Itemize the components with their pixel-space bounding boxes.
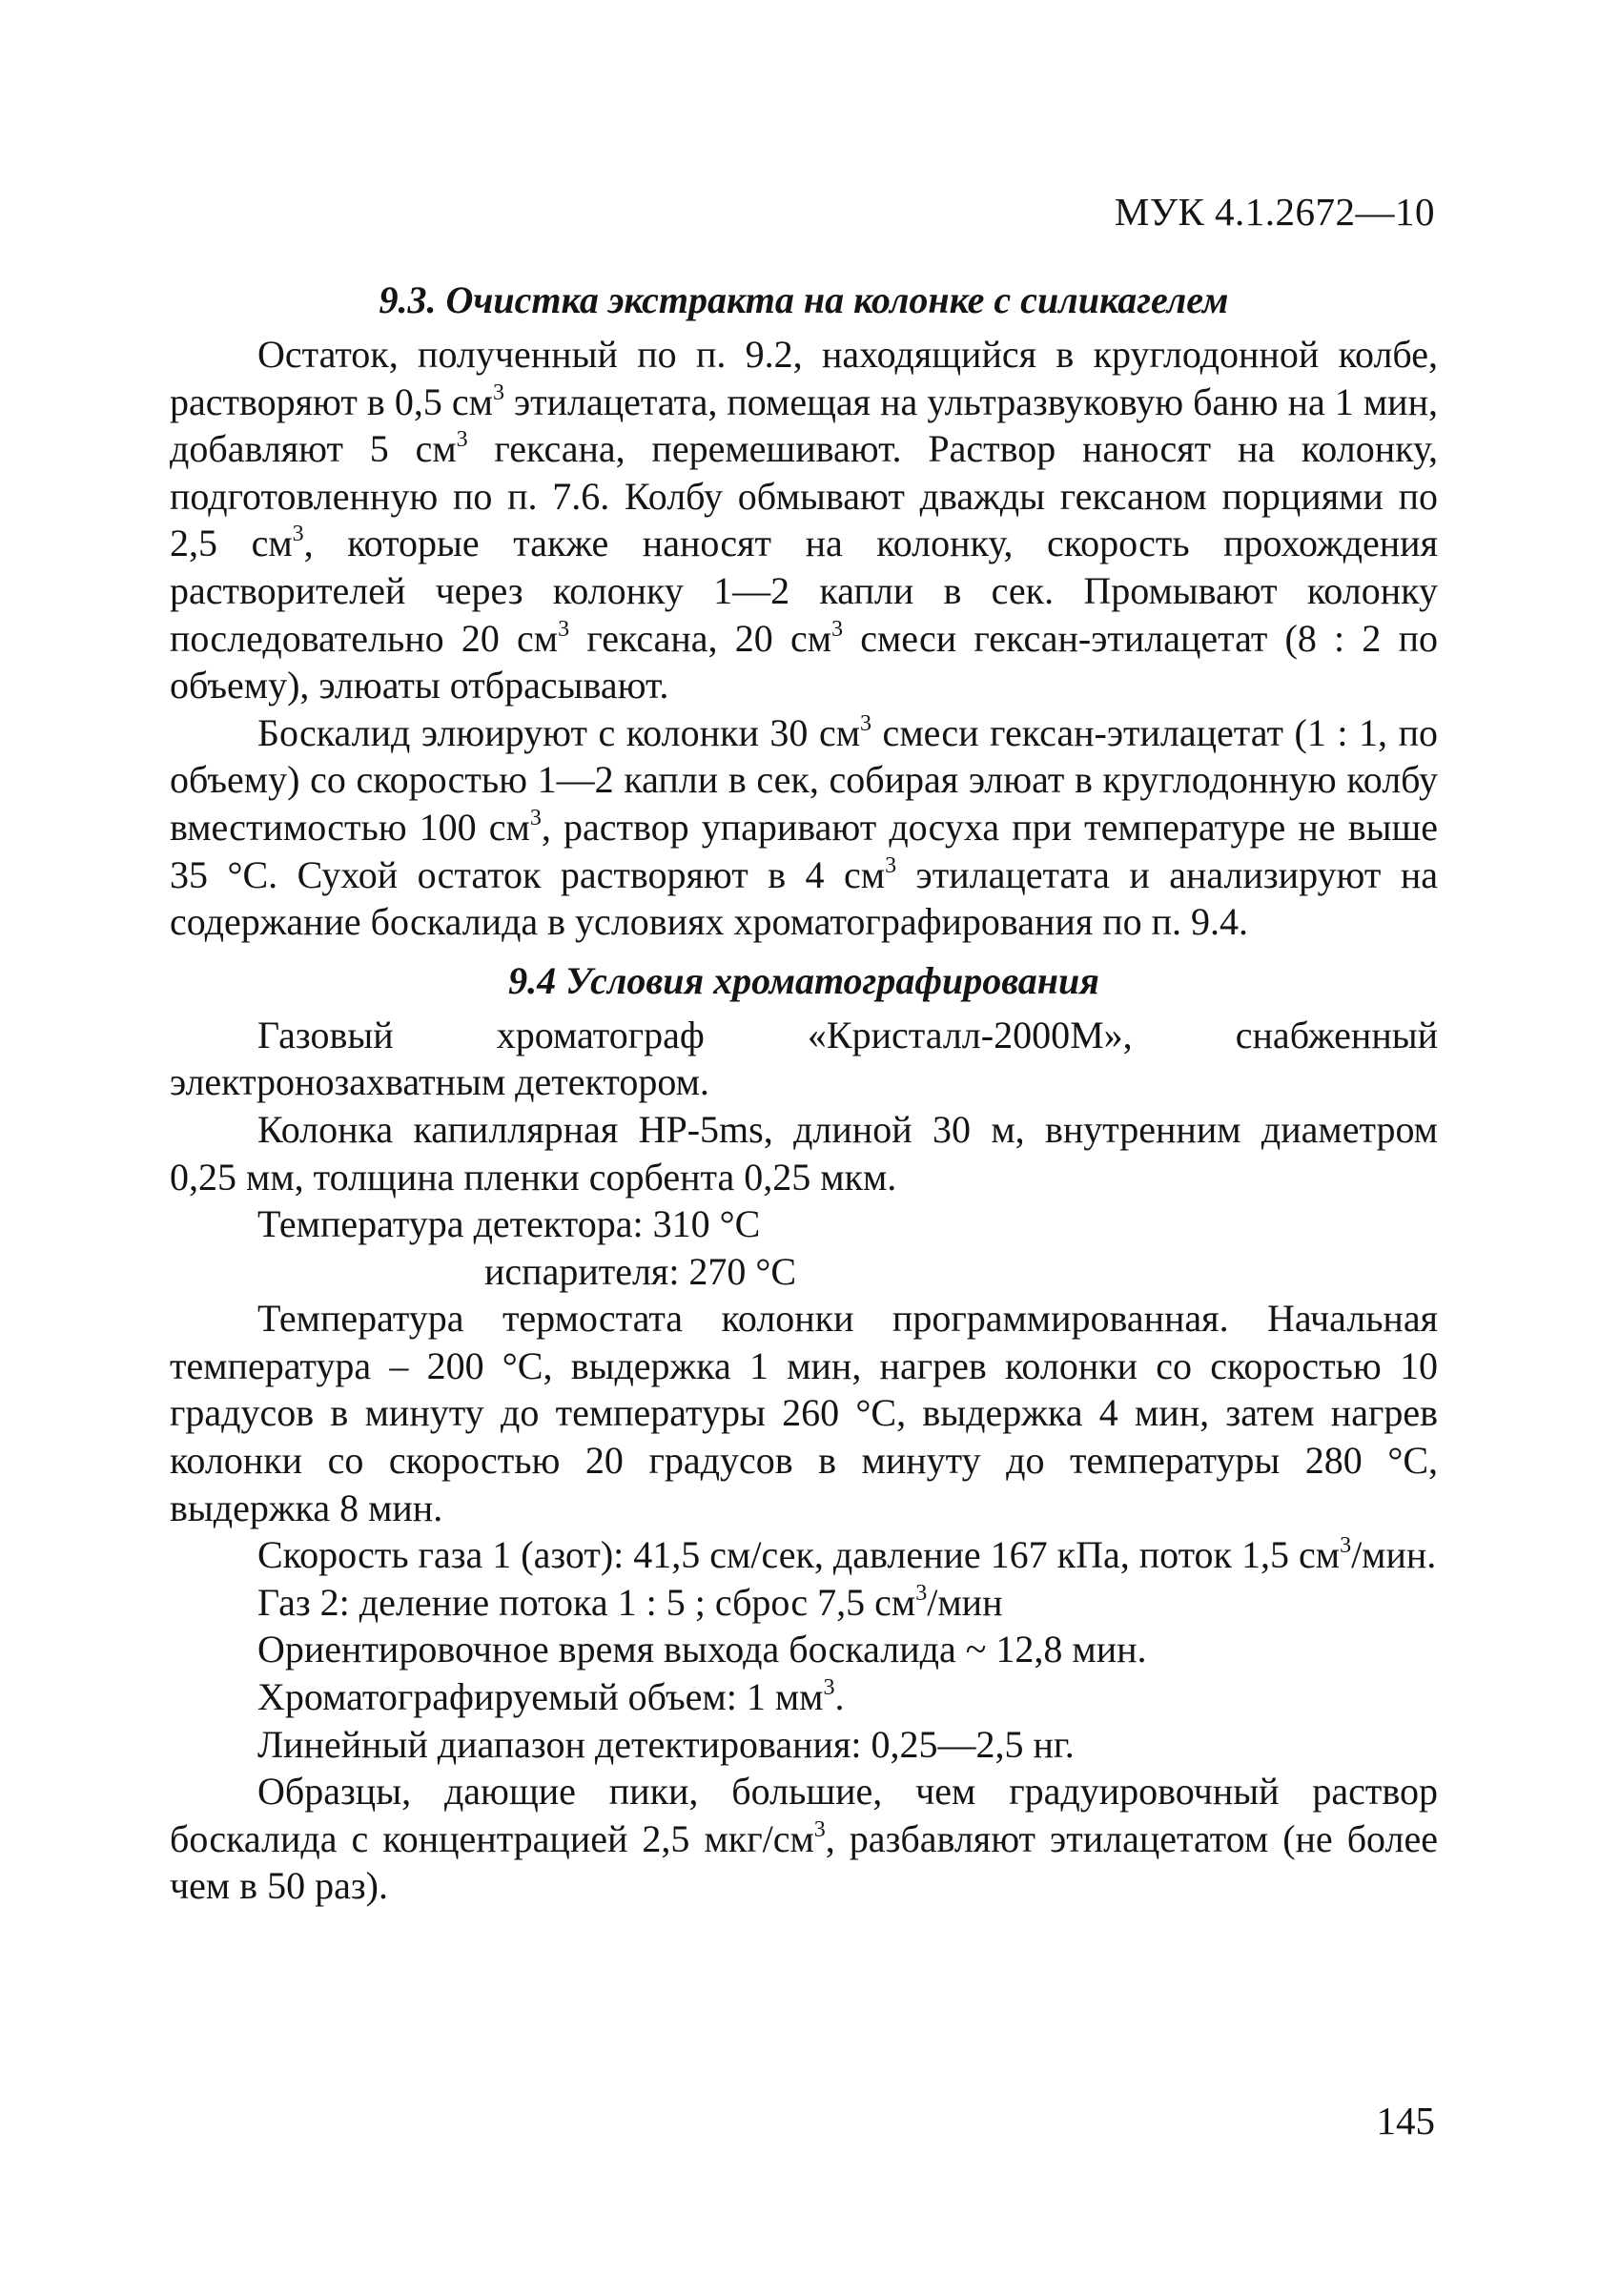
page-body (170, 277, 1438, 1910)
section-9-3-title: 9.3. Очистка экстракта на колонке с силикагелем (379, 278, 1229, 321)
evaporator-temperature: испарителя: 270 °С (484, 1249, 797, 1293)
injection-volume-line: Хроматографируемый объем: 1 $мм^3$. (257, 1675, 845, 1719)
linear-range-line: Линейный диапазон детектирования: 0,25—2,5 нг. (257, 1722, 1075, 1766)
section-9-3-paragraph-2: Боскалид элюируют с колонки 30 $см^3$ смеси гексан-этилацетат (1 : 1, по объему) со скоростью 1—2 капли в сек, собирая элюат в круглодонную колбу вместимостью 100 $см^3$, раствор упаривают досуха при температуре не выше 35 °С. Сухой остаток растворяют в 4 $см^3$ этилацетата и анализируют на содержание боскалида в условиях хроматографирования по п. 9.4. (170, 710, 1439, 944)
detector-temperature: Температура детектора: 310 °С (257, 1202, 761, 1246)
thermostat-paragraph: Температура термостата колонки программированная. Начальная температура – 200 °С, выдержка 1 мин, нагрев колонки со скоростью 10 градусов в минуту до температуры 260 °С, выдержка 4 мин, затем нагрев колонки со скоростью 20 градусов в минуту до температуры 280 °С, выдержка 8 мин. (170, 1297, 1438, 1529)
gas-1-line: Скорость газа 1 (азот): 41,5 см/сек, давление 167 кПа, поток 1,5 $см^3$/мин. (257, 1533, 1437, 1577)
section-9-4-title: 9.4 Условия хроматографирования (508, 958, 1099, 1002)
chromatograph-paragraph: Газовый хроматограф «Кристалл-2000М», снабженный электронозахватным детектором. (170, 1013, 1438, 1104)
page-number: 145 (1376, 2099, 1435, 2142)
retention-time-line: Ориентировочное время выхода боскалида ~ 12,8 мин. (257, 1628, 1147, 1671)
dilution-paragraph: Образцы, дающие пики, большие, чем градуировочный раствор боскалида с концентрацией 2,5 мкг/$см^3$, разбавляют этилацетатом (не более чем в 50 раз). (170, 1770, 1438, 1908)
document-code: МУК 4.1.2672—10 (1114, 190, 1435, 234)
column-paragraph: Колонка капиллярная HP-5ms, длиной 30 м, внутренним диаметром 0,25 мм, толщина пленки сорбента 0,25 мкм. (170, 1107, 1438, 1199)
gas-2-line: Газ 2: деление потока 1 : 5 ; сброс 7,5 $см^3$/мин (257, 1580, 1003, 1624)
section-9-3-paragraph-1: Остаток, полученный по п. 9.2, находящийся в круглодонной колбе, растворяют в 0,5 $см^3$ этилацетата, помещая на ультразвуковую баню на 1 мин, добавляют 5 $см^3$ гексана, перемешивают. Раствор наносят на колонку, подготовленную по п. 7.6. Колбу обмывают дважды гексаном порциями по 2,5 $см^3$, которые также наносят на колонку, скорость прохождения растворителей через колонку 1—2 капли в сек. Промывают колонку последовательно 20 $см^3$ гексана, 20 $см^3$ смеси гексан-этилацетат (8 : 2 по объему), элюаты отбрасывают. (170, 333, 1438, 707)
